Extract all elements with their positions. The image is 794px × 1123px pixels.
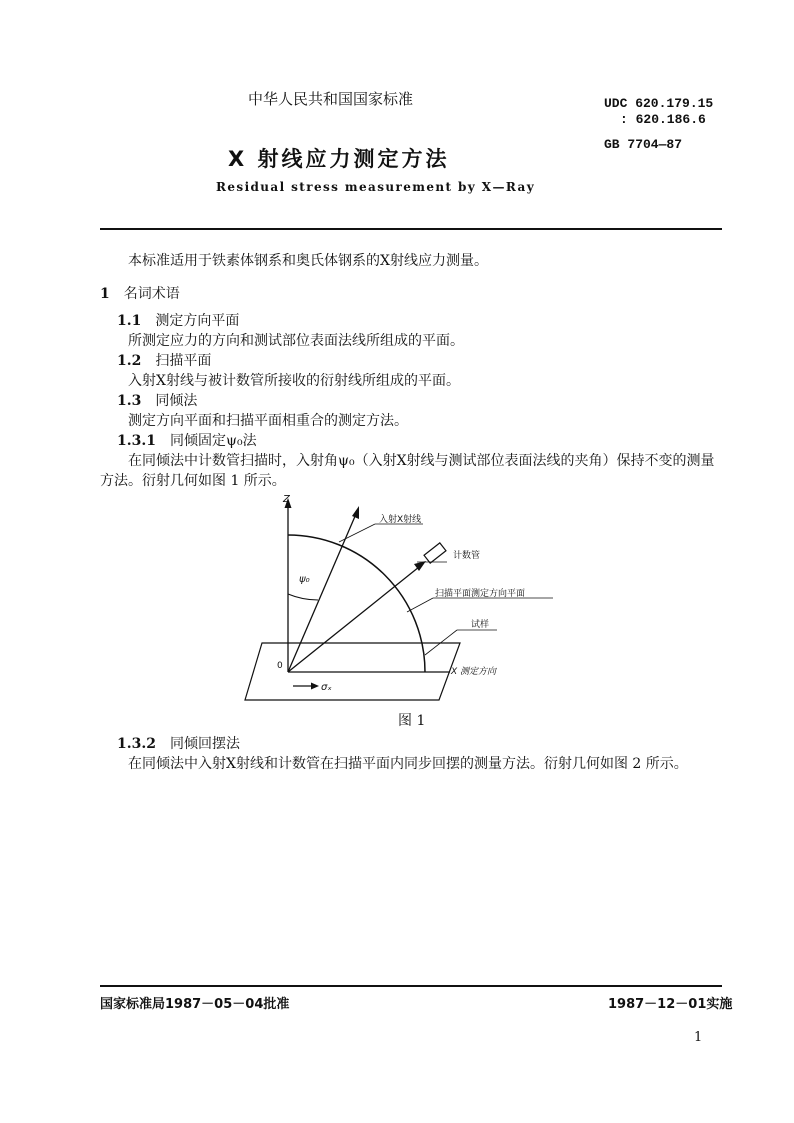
section-1-3-text: 测定方向平面和扫描平面相重合的测定方法。 xyxy=(128,413,408,429)
incident-xray-arrowhead xyxy=(352,506,359,519)
leader-incident xyxy=(339,524,375,542)
section-number: 1.1 xyxy=(117,313,142,329)
section-title: 扫描平面 xyxy=(155,353,212,369)
intro-paragraph: 本标准适用于铁素体钢系和奥氏体钢系的X射线应力测量。 xyxy=(128,253,488,269)
sigma-arrowhead xyxy=(311,683,319,690)
figure-1-diffraction-geometry xyxy=(235,490,575,710)
section-number: 1.3 xyxy=(117,393,142,409)
incident-xray-label: 入射X射线 xyxy=(379,515,422,525)
section-number: 1.3.2 xyxy=(117,736,156,752)
standard-org-title: 中华人民共和国国家标准 xyxy=(248,90,414,108)
origin-label: 0 xyxy=(277,661,283,671)
udc-code-line2: : 620.186.6 xyxy=(620,112,706,127)
section-1-3-1-text-line2: 方法。衍射几何如图 1 所示。 xyxy=(100,473,286,489)
section-1-3-heading xyxy=(117,390,197,410)
section-number: 1.3.1 xyxy=(117,433,156,449)
header-divider xyxy=(100,228,722,230)
section-1-3-1-heading xyxy=(117,430,257,450)
scan-plane-arc xyxy=(288,535,425,672)
z-axis-label: Z xyxy=(283,494,290,505)
scan-plane-label: 扫描平面测定方向平面 xyxy=(435,589,526,599)
sample-label: 试样 xyxy=(471,620,490,630)
leader-scan-plane xyxy=(407,598,433,612)
section-1-3-1-text-line1: 在同倾法中计数管扫描时，入射角ψ₀（入射X射线与测试部位表面法线的夹角）保持不变的测量 xyxy=(128,453,715,469)
section-1-3-2-heading xyxy=(117,733,240,753)
page-number: 1 xyxy=(694,1030,703,1045)
section-1-2-text: 入射X射线与被计数管所接收的衍射线所组成的平面。 xyxy=(128,373,460,389)
psi-angle-arc xyxy=(288,594,318,600)
section-title: 测定方向平面 xyxy=(155,313,240,329)
section-number: 1 xyxy=(100,286,110,302)
udc-code-line1: UDC 620.179.15 xyxy=(604,96,714,111)
section-1-3-2-text: 在同倾法中入射X射线和计数管在扫描平面内同步回摆的测量方法。衍射几何如图 2 所示。 xyxy=(128,756,688,772)
document-title-english: Residual stress measurement by X—Ray xyxy=(216,180,536,194)
sigma-x-label: σₓ xyxy=(321,682,332,693)
figure-1-caption: 图 1 xyxy=(398,713,426,729)
section-1-1-text: 所测定应力的方向和测试部位表面法线所组成的平面。 xyxy=(128,333,464,349)
section-title: 同倾固定ψ₀法 xyxy=(169,433,257,449)
section-1-heading xyxy=(100,283,180,303)
footer-divider xyxy=(100,985,722,987)
section-title: 名词术语 xyxy=(123,286,180,302)
incident-xray-line xyxy=(288,514,356,672)
counter-tube xyxy=(424,543,446,563)
section-number: 1.2 xyxy=(117,353,142,369)
psi0-label: ψ₀ xyxy=(299,574,310,585)
gb-code: GB 7704—87 xyxy=(604,137,683,152)
section-title: 同倾回摆法 xyxy=(169,736,240,752)
section-1-1-heading xyxy=(117,310,239,330)
effective-date: 1987－12－01实施 xyxy=(608,997,733,1012)
section-title: 同倾法 xyxy=(155,393,198,409)
section-1-2-heading xyxy=(117,350,211,370)
x-direction-label: X 测定方向 xyxy=(451,667,497,677)
document-title: X 射线应力测定方法 xyxy=(228,147,450,171)
counter-tube-label: 计数管 xyxy=(453,551,481,561)
approval-date: 国家标准局1987－05－04批准 xyxy=(100,997,290,1012)
